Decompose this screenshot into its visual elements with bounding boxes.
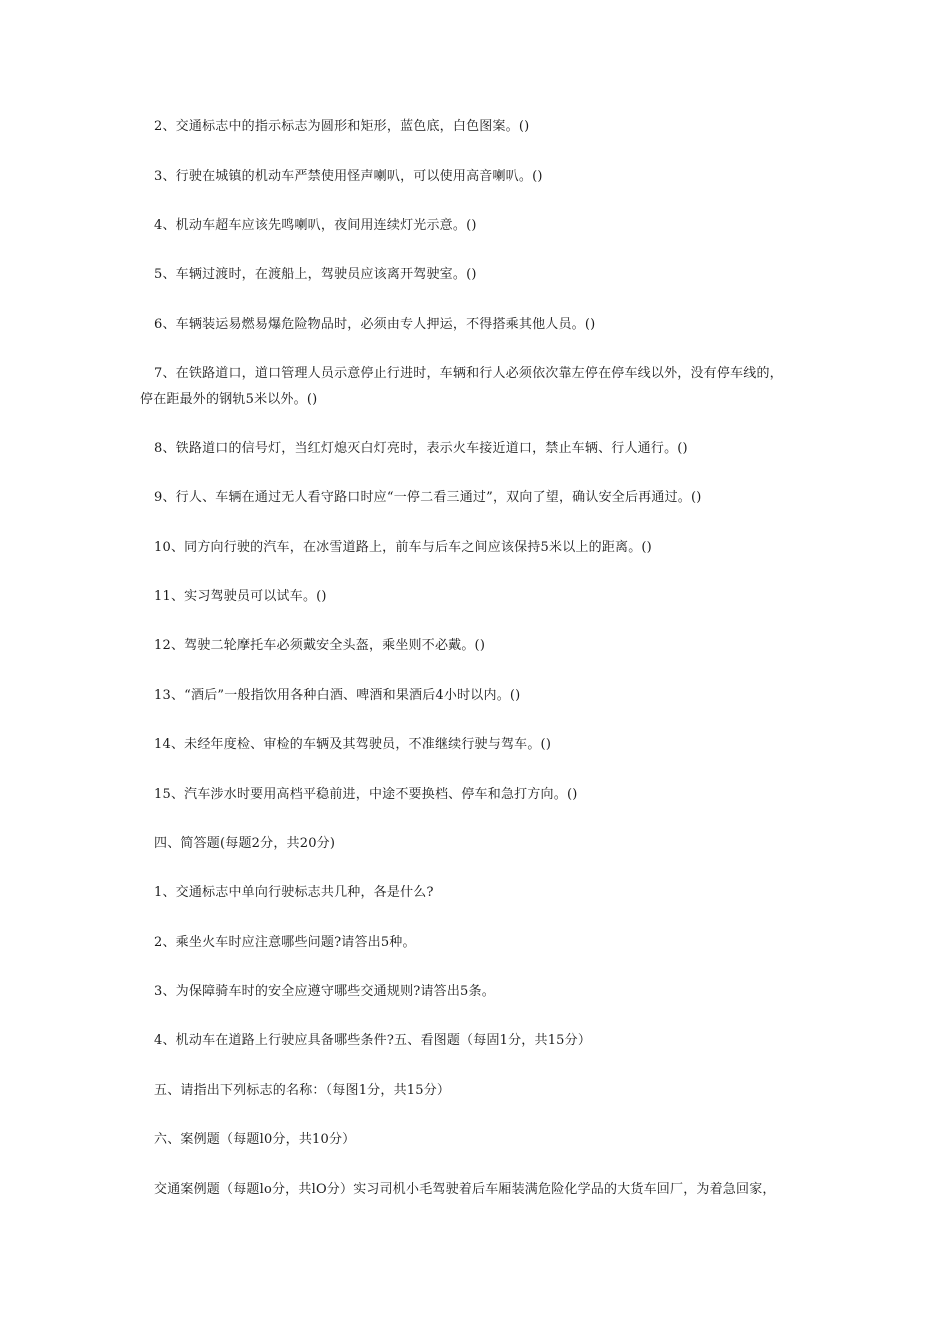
short-answer-4: 4、机动车在道路上行驶应具备哪些条件?五、看图题（每固1分，共15分）: [154, 1033, 592, 1048]
question-2: 2、交通标志中的指示标志为圆形和矩形，蓝色底，白色图案。(): [154, 119, 530, 134]
question-12: 12、驾驶二轮摩托车必须戴安全头盔，乘坐则不必戴。(): [154, 638, 486, 653]
short-answer-2: 2、乘坐火车时应注意哪些问题?请答出5种。: [154, 935, 416, 950]
question-6: 6、车辆装运易燃易爆危险物品时，必须由专人押运，不得搭乘其他人员。(): [154, 317, 596, 332]
question-14: 14、未经年度检、审检的车辆及其驾驶员，不准继续行驶与驾车。(): [154, 737, 552, 752]
question-7: 7、在铁路道口，道口管理人员示意停止行进时，车辆和行人必须依次靠左停在停车线以外，没有停车线的，: [154, 366, 783, 381]
case-study-text: 交通案例题（每题lo分，共lO分）实习司机小毛驾驶着后车厢装满危险化学品的大货车回厂，为着急回家，: [154, 1182, 776, 1197]
section-4-heading: 四、简答题(每题2分，共20分): [154, 836, 336, 851]
question-9: 9、行人、车辆在通过无人看守路口时应“一停二看三通过”，双向了望，确认安全后再通过。(): [154, 490, 702, 505]
question-7-continued: 停在距最外的钢轨5米以外。(): [140, 392, 318, 407]
short-answer-1: 1、交通标志中单向行驶标志共几种，各是什么?: [154, 885, 434, 900]
short-answer-3: 3、为保障骑车时的安全应遵守哪些交通规则?请答出5条。: [154, 984, 495, 999]
question-8: 8、铁路道口的信号灯，当红灯熄灭白灯亮时，表示火车接近道口，禁止车辆、行人通行。(): [154, 441, 688, 456]
section-6-heading: 六、案例题（每题l0分，共10分）: [154, 1132, 356, 1147]
question-15: 15、汽车涉水时要用高档平稳前进，中途不要换档、停车和急打方向。(): [154, 787, 578, 802]
question-11: 11、实习驾驶员可以试车。(): [154, 589, 327, 604]
question-3: 3、行驶在城镇的机动车严禁使用怪声喇叭，可以使用高音喇叭。(): [154, 169, 543, 184]
section-5-heading: 五、请指出下列标志的名称：（每图1分，共15分）: [154, 1083, 451, 1098]
question-10: 10、同方向行驶的汽车，在冰雪道路上，前车与后车之间应该保持5米以上的距离。(): [154, 540, 652, 555]
question-4: 4、机动车超车应该先鸣喇叭，夜间用连续灯光示意。(): [154, 218, 477, 233]
question-13: 13、“酒后”一般指饮用各种白酒、啤酒和果酒后4小时以内。(): [154, 688, 521, 703]
question-5: 5、车辆过渡时，在渡船上，驾驶员应该离开驾驶室。(): [154, 267, 477, 282]
